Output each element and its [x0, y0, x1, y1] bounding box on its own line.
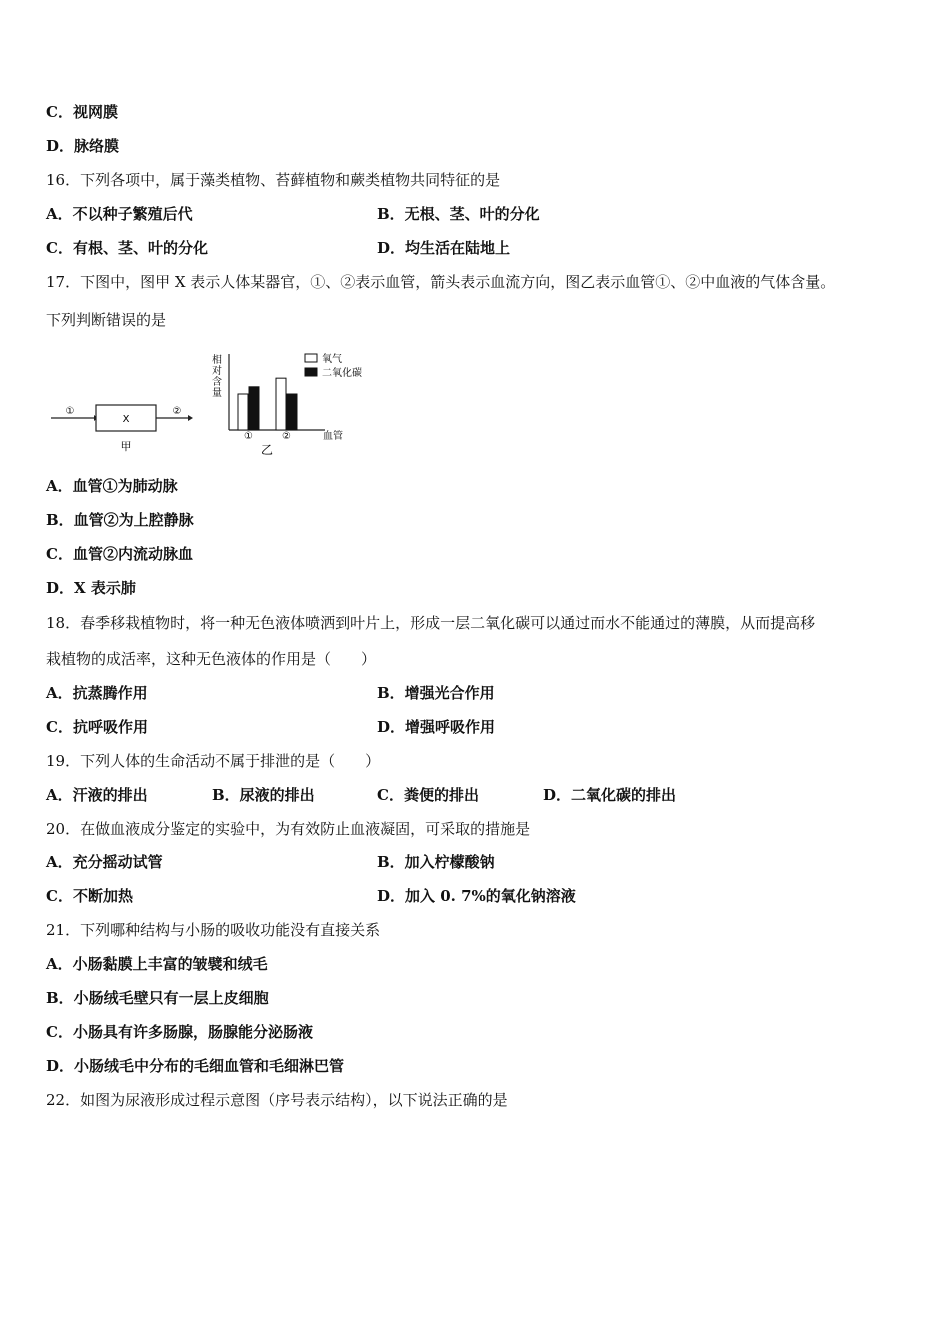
jia-caption: 甲: [120, 440, 132, 453]
legend-label: 二氧化碳: [322, 368, 362, 379]
q20-option-d: D．加入 0. 7%的氧化钠溶液: [377, 887, 576, 905]
q17-option-b: B．血管②为上腔静脉: [46, 511, 194, 529]
jia-in-label: ①: [65, 406, 75, 417]
x-tick-label: ②: [282, 431, 291, 442]
y-axis-label-char: 对: [212, 366, 222, 377]
bar-co2-vessel-1: [249, 387, 259, 430]
y-axis-label-char: 量: [212, 388, 222, 399]
q19-option-c: C．粪便的排出: [377, 786, 479, 804]
legend-swatch: [305, 368, 317, 376]
q17-stem-line1: 17．下图中，图甲 X 表示人体某器官，①、②表示血管，箭头表示血流方向，图乙表示血管①、②中血液的气体含量。: [46, 273, 836, 291]
q20-stem: 20．在做血液成分鉴定的实验中，为有效防止血液凝固，可采取的措施是: [46, 820, 531, 838]
y-axis-label-char: 含: [212, 377, 222, 388]
q18-stem-line2: 栽植物的成活率，这种无色液体的作用是（ ）: [46, 650, 377, 668]
q15-option-d: D．脉络膜: [46, 137, 120, 155]
q17-stem-line2: 下列判断错误的是: [46, 311, 167, 329]
bar-oxygen-vessel-1: [238, 394, 248, 430]
q22-stem: 22．如图为尿液形成过程示意图（序号表示结构），以下说法正确的是: [46, 1091, 508, 1109]
q16-option-d: D．均生活在陆地上: [377, 239, 511, 257]
jia-out-label: ②: [172, 406, 182, 417]
bar-co2-vessel-2: [287, 394, 297, 430]
q21-option-a: A．小肠黏膜上丰富的皱襞和绒毛: [46, 955, 268, 973]
y-axis-label-char: 相: [212, 355, 222, 366]
q18-option-d: D．增强呼吸作用: [377, 718, 496, 736]
q21-stem: 21．下列哪种结构与小肠的吸收功能没有直接关系: [46, 921, 381, 939]
q17-option-d: D．X 表示肺: [46, 579, 136, 597]
legend-label: 氧气: [322, 354, 342, 365]
x-tick-label: ①: [244, 431, 253, 442]
figure-yi-chart: [205, 350, 385, 460]
q21-option-b: B．小肠绒毛壁只有一层上皮细胞: [46, 989, 269, 1007]
q19-option-a: A．汗液的排出: [46, 786, 148, 804]
q16-option-b: B．无根、茎、叶的分化: [377, 205, 540, 223]
q20-option-b: B．加入柠檬酸钠: [377, 853, 495, 871]
q18-option-b: B．增强光合作用: [377, 684, 495, 702]
q17-option-a: A．血管①为肺动脉: [46, 477, 178, 495]
q21-option-c: C．小肠具有许多肠腺，肠腺能分泌肠液: [46, 1023, 313, 1041]
q18-option-a: A．抗蒸腾作用: [46, 684, 148, 702]
q20-option-a: A．充分摇动试管: [46, 853, 163, 871]
q16-option-a: A．不以种子繁殖后代: [46, 205, 193, 223]
q16-option-c: C．有根、茎、叶的分化: [46, 239, 208, 257]
q15-option-c: C．视网膜: [46, 103, 118, 121]
bar-oxygen-vessel-2: [276, 378, 286, 430]
q21-option-d: D．小肠绒毛中分布的毛细血管和毛细淋巴管: [46, 1057, 345, 1075]
q20-option-c: C．不断加热: [46, 887, 133, 905]
q18-stem-line1: 18．春季移栽植物时，将一种无色液体喷洒到叶片上，形成一层二氧化碳可以通过而水不能通过的薄膜，从而提高移: [46, 614, 816, 632]
q18-option-c: C．抗呼吸作用: [46, 718, 148, 736]
q16-stem: 16．下列各项中，属于藻类植物、苔藓植物和蕨类植物共同特征的是: [46, 171, 501, 189]
q19-option-d: D．二氧化碳的排出: [543, 786, 677, 804]
chart-caption: 乙: [260, 443, 274, 457]
legend-swatch: [305, 354, 317, 362]
jia-box-label: X: [122, 414, 130, 425]
q19-option-b: B．尿液的排出: [212, 786, 315, 804]
figure-jia: [46, 395, 196, 455]
q19-stem: 19．下列人体的生命活动不属于排泄的是（ ）: [46, 752, 381, 770]
q17-option-c: C．血管②内流动脉血: [46, 545, 193, 563]
x-axis-label: 血管: [323, 431, 343, 442]
